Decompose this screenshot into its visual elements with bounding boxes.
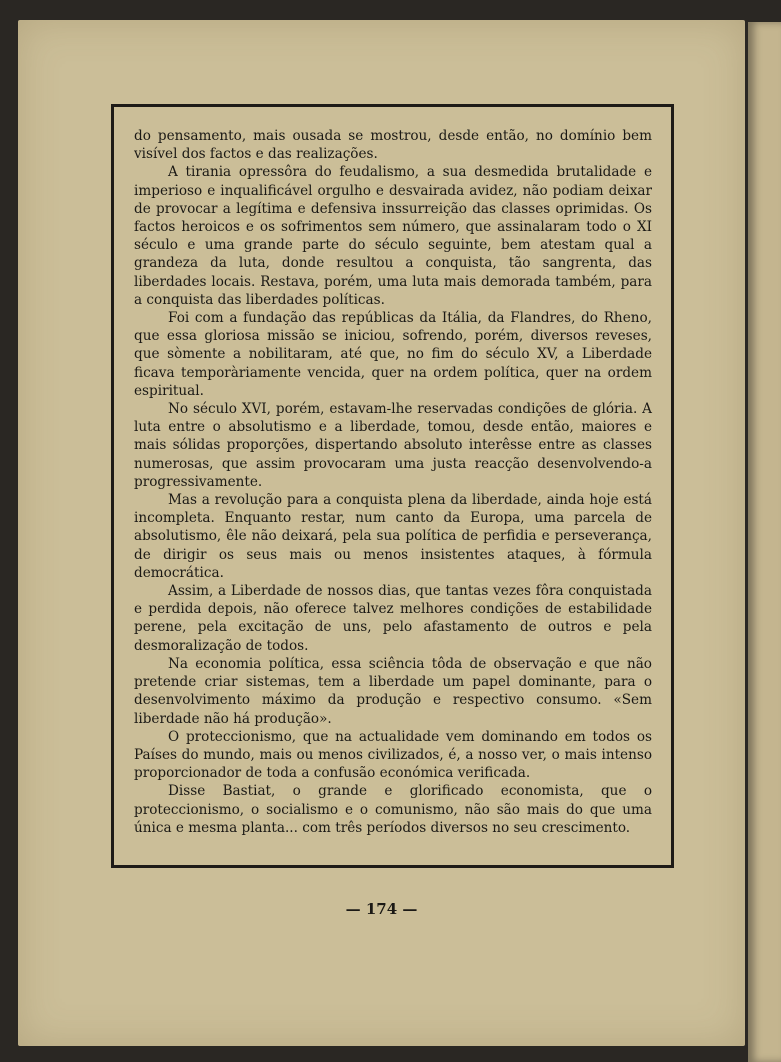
page-number: — 174 — <box>345 900 418 918</box>
book-page <box>18 20 745 1046</box>
paragraph-4: No século XVI, porém, estavam-lhe reservadas condições de glória. A luta entre o absolutismo e a liberdade, tomou, desde então, maiores e mais sólidas proporções, dispertando absoluto interêsse entre as classes numerosas, que assim provocaram uma justa reacção desenvolvendo-a progressivamente. <box>134 401 652 490</box>
paragraph-1: do pensamento, mais ousada se mostrou, desde então, no domínio bem visível dos factos e das realizações. <box>134 128 652 163</box>
paragraph-5: Mas a revolução para a conquista plena da liberdade, ainda hoje está incompleta. Enquanto restar, num canto da Europa, uma parcela de absolutismo, êle não deixará, pela sua política de perfidia e perseverança, de dirigir os seus mais ou menos insistentes ataques, à fórmula democrática. <box>134 492 652 581</box>
paragraph-7: Na economia política, essa sciência tôda de observação e que não pretende criar sistemas, tem a liberdade um papel dominante, para o desenvolvimento máximo da produção e respectivo consumo. «Sem liberdade não há produção». <box>134 655 652 727</box>
paragraph-3: Foi com a fundação das repúblicas da Itália, da Flandres, do Rheno, que essa gloriosa missão se iniciou, sofrendo, porém, diversos reveses, que sòmente a nobilitaram, até que, no fim do século XV, a Liberdade ficava temporàriamente vencida, quer na ordem política, quer na ordem espiritual. <box>134 310 652 399</box>
paragraph-2: A tirania opressôra do feudalismo, a sua desmedida brutalidade e imperioso e inqualificável orgulho e desvairada avidez, não podiam deixar de provocar a legítima e defensiva inssurreição das classes oprimidas. Os factos heroicos e os sofrimentos sem número, que assinalaram todo o XI século e uma grande parte do século seguinte, bem atestam qual a grandeza da luta, donde resultou a conquista, tão sangrenta, das liberdades locais. Restava, porém, uma luta mais demorada também, para a conquista das liberdades políticas. <box>134 164 652 308</box>
paragraph-6: Assim, a Liberdade de nossos dias, que tantas vezes fôra conquistada e perdida depois, não oferece talvez melhores condições de estabilidade perene, pela excitação de uns, pelo afastamento de outros e pela desmoralização de todos. <box>134 583 652 654</box>
paragraph-8: O proteccionismo, que na actualidade vem dominando em todos os Países do mundo, mais ou menos civilizados, é, a nosso ver, o mais intenso proporcionador de toda a confusão económica verificada. <box>134 728 652 782</box>
paragraph-9: Disse Bastiat, o grande e glorificado economista, que o proteccionismo, o socialismo e o comunismo, não são mais do que uma única e mesma planta... com três períodos diversos no seu crescimento. <box>134 783 652 836</box>
body-text <box>134 127 652 837</box>
next-page-edge <box>748 22 781 1062</box>
text-frame <box>111 104 674 868</box>
